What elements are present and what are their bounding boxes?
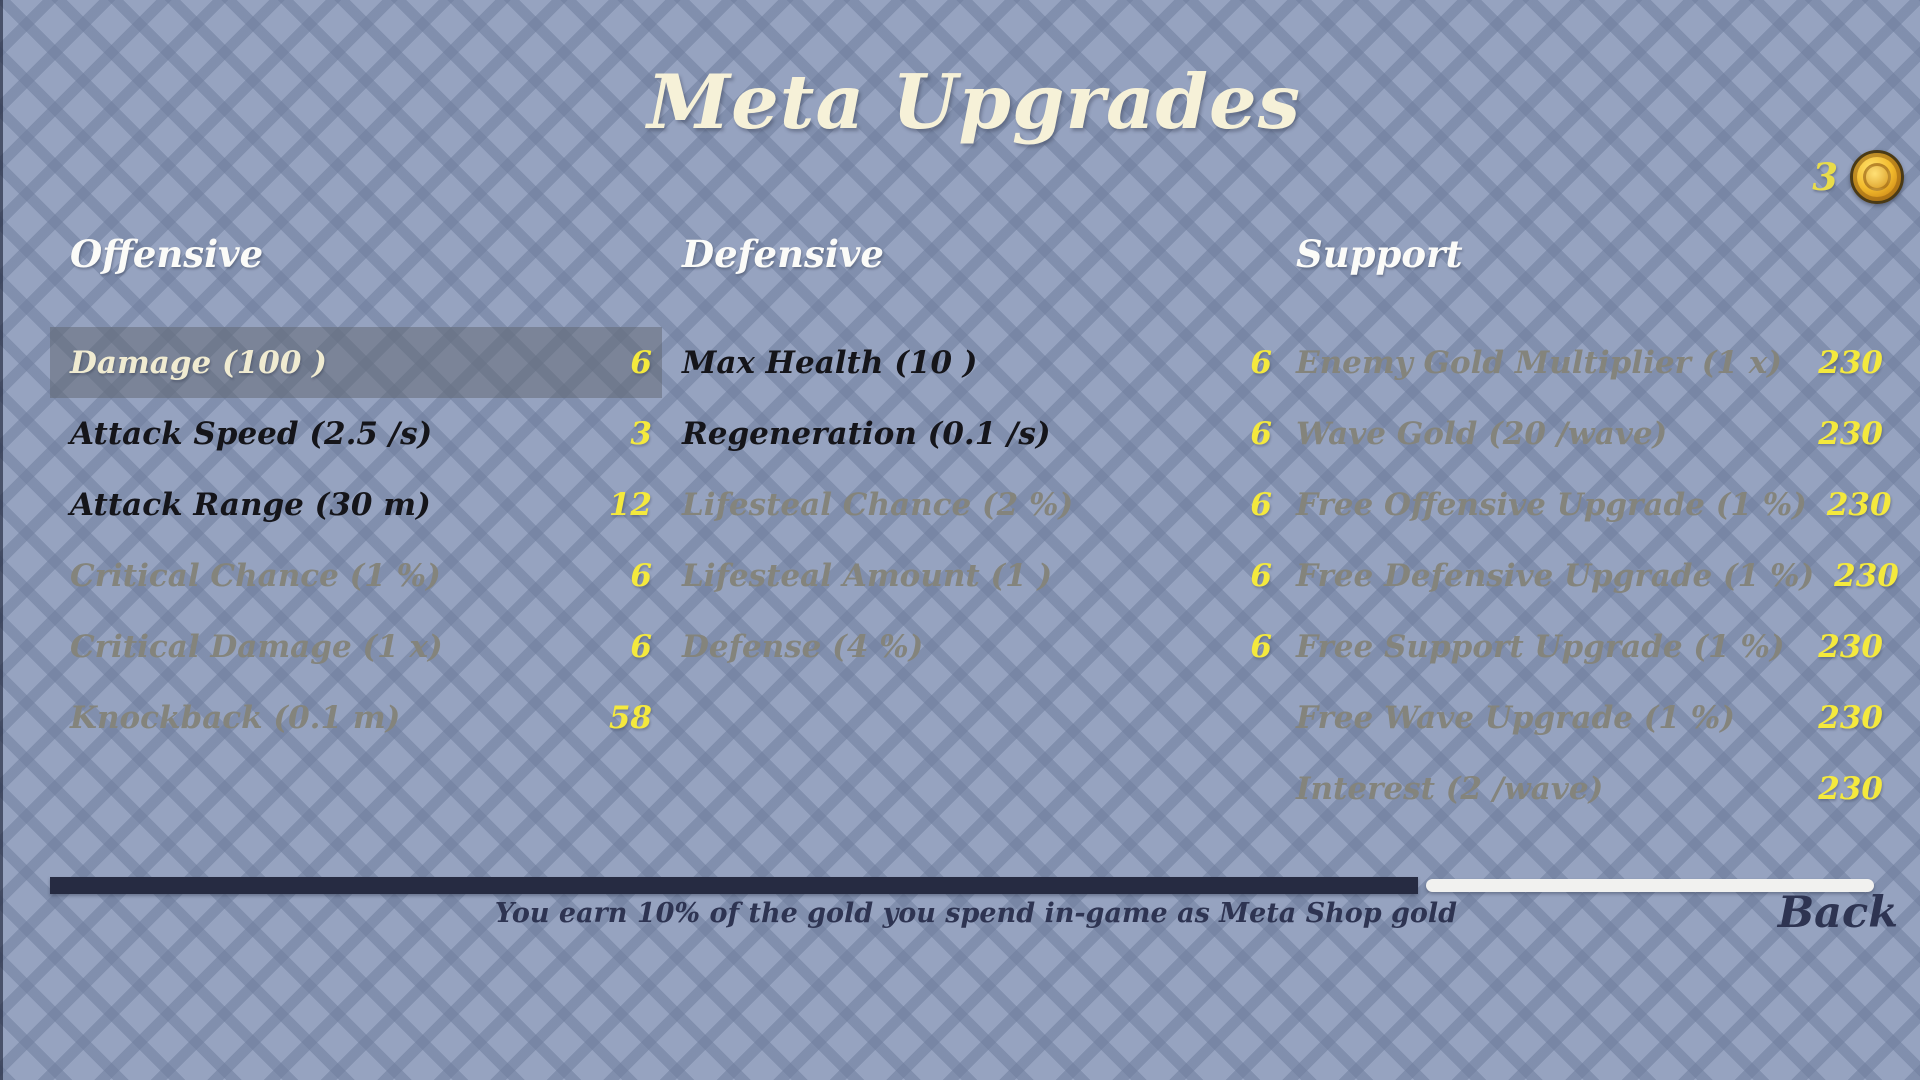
upgrade-label: Attack Range (30 m) xyxy=(70,486,431,523)
upgrade-row[interactable] xyxy=(50,398,662,469)
upgrade-row[interactable] xyxy=(1276,398,1893,469)
upgrade-row[interactable] xyxy=(50,540,662,611)
upgrade-cost: 6 xyxy=(630,344,652,381)
upgrade-row[interactable] xyxy=(662,540,1282,611)
upgrade-cost: 6 xyxy=(630,557,652,594)
upgrade-row[interactable] xyxy=(662,611,1282,682)
column-header-offensive: Offensive xyxy=(70,232,264,276)
meta-gold-progress-bar xyxy=(50,877,1874,894)
upgrade-cost: 230 xyxy=(1818,699,1883,736)
upgrade-label: Lifesteal Chance (2 %) xyxy=(682,486,1074,523)
upgrade-row[interactable] xyxy=(50,611,662,682)
upgrade-cost: 6 xyxy=(1250,344,1272,381)
upgrade-cost: 230 xyxy=(1826,486,1892,523)
upgrade-label: Lifesteal Amount (1 ) xyxy=(682,557,1053,594)
upgrade-cost: 6 xyxy=(630,628,652,665)
upgrade-row[interactable] xyxy=(1276,327,1893,398)
upgrade-row[interactable] xyxy=(662,327,1282,398)
upgrade-row[interactable] xyxy=(50,469,662,540)
upgrade-label: Knockback (0.1 m) xyxy=(70,699,401,736)
upgrade-cost: 12 xyxy=(608,486,652,523)
upgrade-row[interactable] xyxy=(662,398,1282,469)
upgrade-cost: 230 xyxy=(1818,770,1883,807)
upgrade-row[interactable] xyxy=(50,327,662,398)
page-title: Meta Upgrades xyxy=(647,58,1301,146)
meta-gold-amount: 3 xyxy=(1812,155,1838,199)
upgrade-cost: 230 xyxy=(1834,557,1899,594)
upgrade-label: Defense (4 %) xyxy=(682,628,924,665)
upgrade-row[interactable] xyxy=(1276,540,1899,611)
upgrade-rows xyxy=(662,327,1282,682)
upgrade-row[interactable] xyxy=(1276,682,1893,753)
upgrade-cost: 6 xyxy=(1250,628,1272,665)
upgrade-label: Critical Damage (1 x) xyxy=(70,628,443,665)
upgrade-column-defensive xyxy=(662,0,1282,860)
hint-text: You earn 10% of the gold you spend in-game as Meta Shop gold xyxy=(494,898,1458,929)
column-header-support: Support xyxy=(1296,232,1463,276)
upgrade-cost: 230 xyxy=(1818,628,1883,665)
upgrade-column-offensive xyxy=(50,0,662,860)
upgrade-label: Free Wave Upgrade (1 %) xyxy=(1296,699,1735,736)
upgrade-cost: 6 xyxy=(1250,415,1272,452)
upgrade-cost: 230 xyxy=(1818,415,1883,452)
upgrade-label: Regeneration (0.1 /s) xyxy=(682,415,1051,452)
upgrade-cost: 6 xyxy=(1250,486,1272,523)
upgrade-label: Free Support Upgrade (1 %) xyxy=(1296,628,1785,665)
upgrade-label: Max Health (10 ) xyxy=(682,344,978,381)
upgrade-row[interactable] xyxy=(662,469,1282,540)
upgrade-label: Critical Chance (1 %) xyxy=(70,557,441,594)
upgrade-rows xyxy=(1276,327,1899,824)
column-header-defensive: Defensive xyxy=(682,232,884,276)
upgrade-label: Attack Speed (2.5 /s) xyxy=(70,415,433,452)
upgrade-column-support xyxy=(1276,0,1899,860)
upgrade-rows xyxy=(50,327,662,753)
upgrade-label: Free Offensive Upgrade (1 %) xyxy=(1296,486,1807,523)
upgrade-row[interactable] xyxy=(1276,469,1893,540)
upgrade-label: Enemy Gold Multiplier (1 x) xyxy=(1296,344,1782,381)
upgrade-cost: 3 xyxy=(630,415,652,452)
upgrade-cost: 230 xyxy=(1818,344,1883,381)
upgrade-label: Damage (100 ) xyxy=(70,344,327,381)
upgrade-cost: 58 xyxy=(608,699,652,736)
upgrade-row[interactable] xyxy=(1276,611,1893,682)
upgrade-row[interactable] xyxy=(1276,753,1893,824)
upgrade-cost: 6 xyxy=(1250,557,1272,594)
upgrade-label: Wave Gold (20 /wave) xyxy=(1296,415,1668,452)
upgrade-label: Interest (2 /wave) xyxy=(1296,770,1604,807)
back-button[interactable]: Back xyxy=(1777,888,1898,938)
progress-fill xyxy=(50,877,1418,894)
upgrade-label: Free Defensive Upgrade (1 %) xyxy=(1296,557,1815,594)
upgrade-row[interactable] xyxy=(50,682,662,753)
